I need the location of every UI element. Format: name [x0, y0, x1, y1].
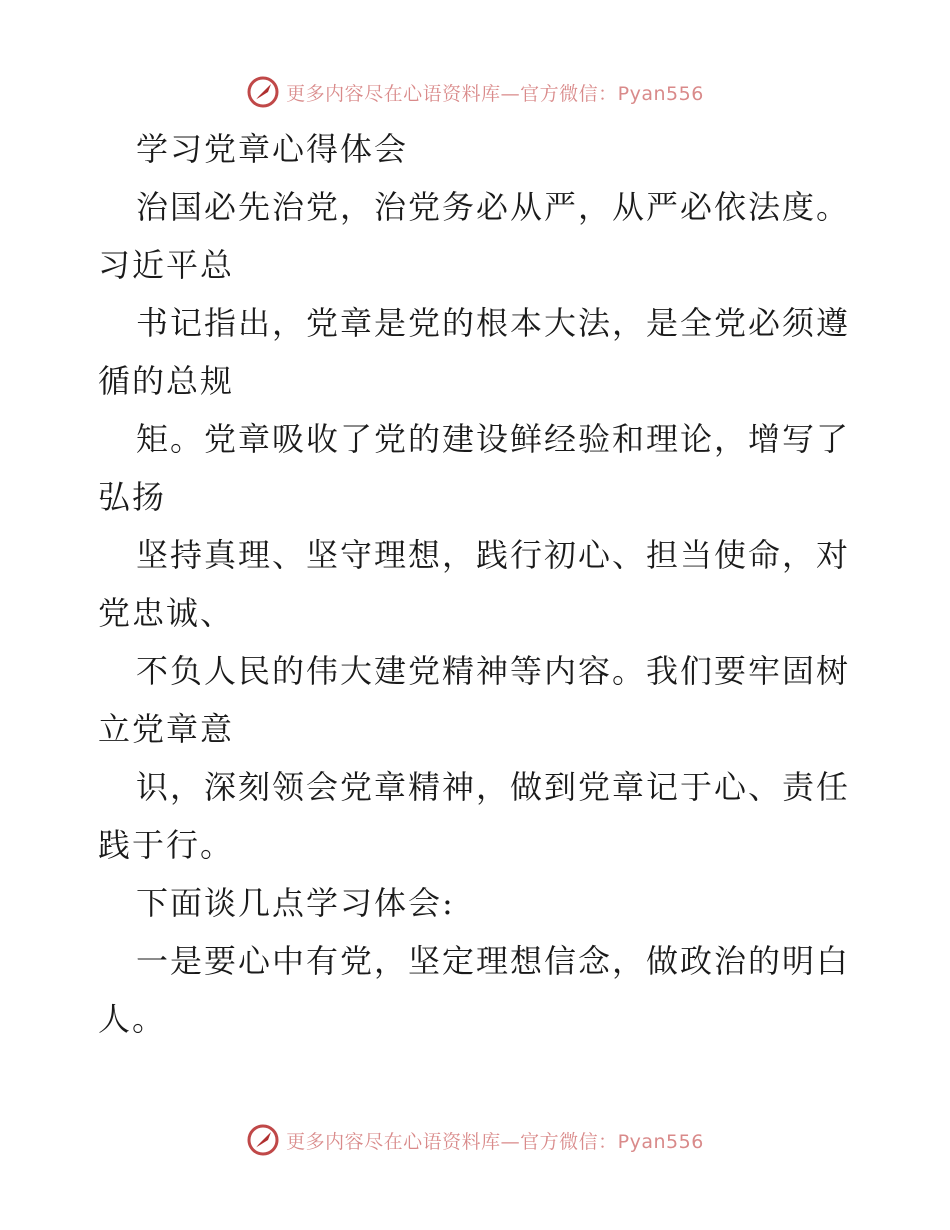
watermark-label: 更多内容尽在心语资料库—官方微信： [286, 82, 618, 105]
text-line: 书记指出，党章是党的根本大法，是全党必须遵 [136, 304, 851, 342]
text-line: 学习党章心得体会 [136, 130, 409, 168]
watermark-wechat-id: Pyan556 [617, 82, 704, 105]
text-line: 党忠诚、 [98, 594, 235, 632]
quill-logo-icon [246, 1123, 280, 1157]
text-line: 下面谈几点学习体会: [136, 884, 455, 922]
text-line: 识，深刻领会党章精神，做到党章记于心、责任 [136, 768, 851, 806]
watermark-label: 更多内容尽在心语资料库—官方微信： [286, 1130, 618, 1153]
watermark-text [286, 1127, 704, 1154]
text-line: 治国必先治党，治党务必从严，从严必依法度。 [136, 188, 851, 226]
text-line: 人。 [98, 1000, 167, 1038]
text-line: 立党章意 [98, 710, 235, 748]
text-line: 弘扬 [98, 478, 167, 516]
text-line: 不负人民的伟大建党精神等内容。我们要牢固树 [136, 652, 851, 690]
watermark-text [286, 79, 704, 106]
header-watermark [0, 72, 950, 112]
text-line: 一是要心中有党，坚定理想信念，做政治的明白 [136, 942, 851, 980]
footer-watermark [0, 1120, 950, 1160]
quill-logo-icon [246, 75, 280, 109]
document-body [98, 120, 858, 1048]
text-line: 矩。党章吸收了党的建设鲜经验和理论，增写了 [136, 420, 851, 458]
text-line: 坚持真理、坚守理想，践行初心、担当使命，对 [136, 536, 851, 574]
text-line: 习近平总 [98, 246, 235, 284]
text-line: 循的总规 [98, 362, 235, 400]
text-line: 践于行。 [98, 826, 235, 864]
watermark-wechat-id: Pyan556 [617, 1130, 704, 1153]
